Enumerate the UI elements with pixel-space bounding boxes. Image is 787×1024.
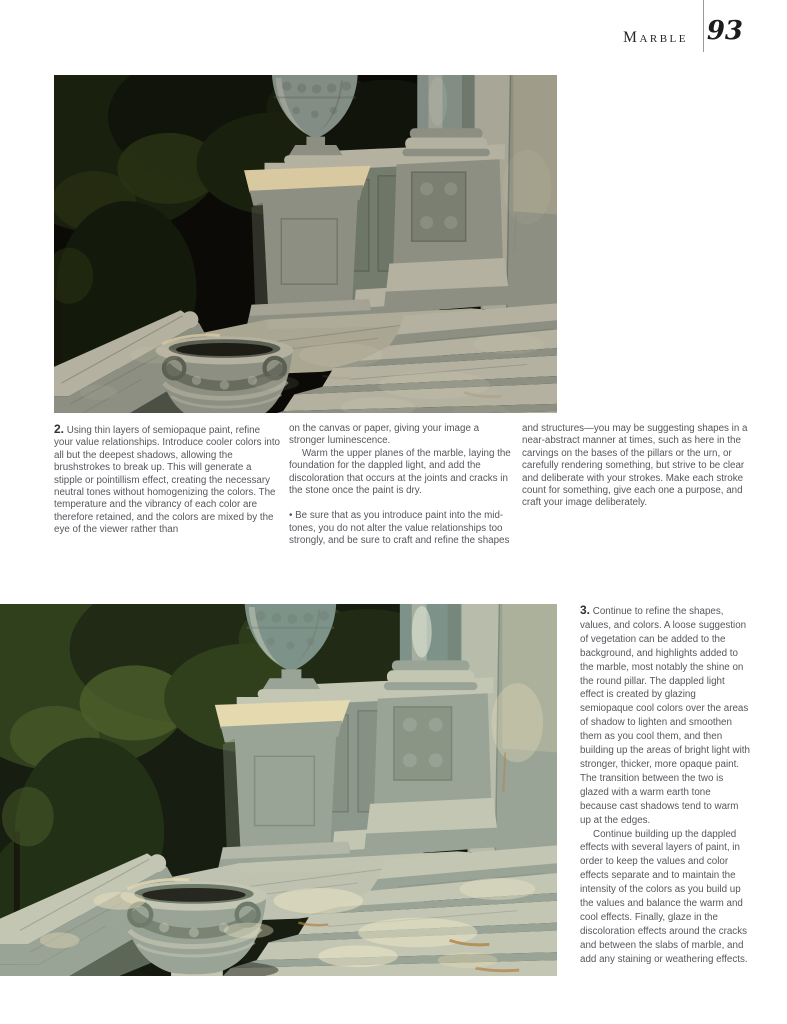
step3-text-column — [580, 604, 750, 967]
step2-col2-para1: on the canvas or paper, giving your image a stronger luminescence. — [289, 423, 480, 447]
step3-para1-text: Continue to refine the shapes, values, and colors. A loose suggestion of vegetation can be added to the background, and highlights added to the marble, most notably the shine on the round pillar. The dappled light effect is created by glazing semiopaque cool colors over the areas of shadow to lighten and smoothen them as you cool them, and then building up the areas of bright light with stronger, thicker, more opaque paint. The transition between the two is glazed with a warm earth tone because cast shadows tend to warm up at the edges. — [580, 606, 750, 826]
step2-column-3 — [522, 423, 748, 510]
step2-number: 2. — [54, 422, 65, 436]
step2-text-columns — [54, 423, 748, 573]
step3-painting — [0, 604, 557, 976]
step3-number: 3. — [580, 603, 591, 617]
marble-scene-step2-illustration — [54, 75, 557, 413]
header-divider — [703, 0, 705, 52]
step2-col3-text: and structures—you may be suggesting shapes in a near-abstract manner at times, such as here in the carvings on the bases of the pillars or the urn, or carefully rendering something, but strive to be clear and deliberate with your strokes. Make each stroke count for something, give each one a purpose, and craft your image deliberately. — [522, 423, 748, 509]
step2-col2-para2: Warm the upper planes of the marble, laying the foundation for the dappled light, and add the discoloration that occurs at the joints and cracks in the stone once the paint is dry. — [289, 447, 511, 497]
step2-col2-bullet: • Be sure that as you introduce paint into the mid-tones, you do not alter the value relationships too strongly, and be sure to craft and refine the shapes — [289, 510, 510, 547]
page-number: 93 — [706, 16, 743, 46]
step2-column-2 — [289, 423, 515, 548]
step2-column-1 — [54, 423, 281, 537]
marble-scene-step3-illustration — [0, 604, 557, 976]
step3-para2-text: Continue building up the dappled effects with several layers of paint, in order to keep the values and color effects separate and to maintain the intensity of the colors as you build up the values and balance the warm and cool effects. Finally, glaze in the discoloration effects around the cracks and between the slabs of marble, and add any staining or weathering effects. — [580, 828, 748, 965]
section-title: Marble — [623, 29, 688, 46]
step2-painting — [54, 75, 557, 413]
step2-col1-text: Using thin layers of semiopaque paint, refine your value relationships. Introduce cooler colors into all but the deepest shadows, allowing the brushstrokes to break up. This will generate a stipple or pointillism effect, creating the necessary neutral tones without homogenizing the colors. The temperature and the vibrancy of each color are therefore retained, and the colors are mixed by the eye of the viewer rather than — [54, 425, 280, 536]
